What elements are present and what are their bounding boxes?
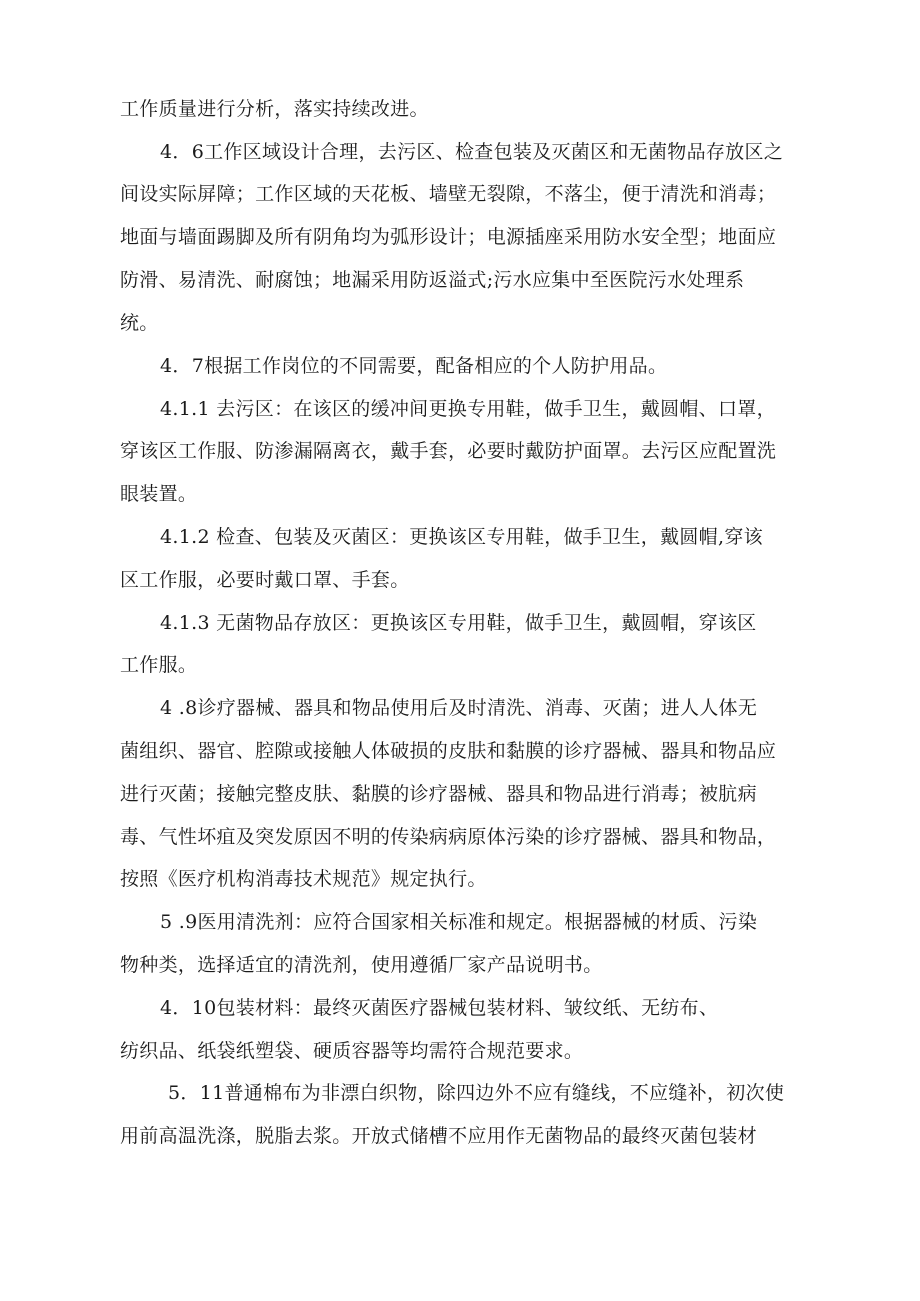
text-line: 4 .8诊疗器械、器具和物品使用后及时清洗、消毒、灭菌；进人人体无	[160, 697, 758, 719]
text-line: 4.1.1 去污区：在该区的缓冲间更换专用鞋，做手卫生，戴圆帽、口罩，	[160, 398, 776, 420]
text-line: 4．10包装材料：最终灭菌医疗器械包装材料、皱纹纸、无纺布、	[160, 997, 719, 1019]
text-line: 4.1.2 检查、包装及灭菌区：更换该区专用鞋，做手卫生，戴圆帽,穿该	[160, 526, 763, 548]
text-line: 穿该区工作服、防渗漏隔离衣，戴手套，必要时戴防护面罩。去污区应配置洗	[120, 440, 777, 462]
text-line: 毒、气性坏疽及突发原因不明的传染病病原体污染的诊疗器械、器具和物品，	[120, 826, 777, 848]
text-line: 纺织品、纸袋纸塑袋、硬质容器等均需符合规范要求。	[120, 1040, 584, 1062]
text-line: 区工作服，必要时戴口罩、手套。	[120, 569, 410, 591]
text-line: 菌组织、器官、腔隙或接触人体破损的皮肤和黏膜的诊疗器械、器具和物品应	[120, 740, 777, 762]
text-line: 工作质量进行分析，落实持续改进。	[120, 98, 429, 120]
text-line: 5．11普通棉布为非漂白织物，除四边外不应有缝线，不应缝补，初次使	[168, 1082, 785, 1104]
text-line: 进行灭菌；接触完整皮肤、黏膜的诊疗器械、器具和物品进行消毒；被肮病	[120, 783, 757, 805]
text-line: 物种类，选择适宜的清洗剂，使用遵循厂家产品说明书。	[120, 954, 603, 976]
text-line: 防滑、易清洗、耐腐蚀；地漏采用防返溢式;污水应集中至医院污水处理系	[120, 269, 745, 291]
text-line: 眼装置。	[120, 483, 198, 505]
text-line: 5 .9医用清洗剂：应符合国家相关标准和规定。根据器械的材质、污染	[160, 911, 758, 933]
text-line: 用前高温洗涤，脱脂去浆。开放式储槽不应用作无菌物品的最终灭菌包装材	[120, 1125, 757, 1147]
text-line: 工作服。	[120, 654, 198, 676]
text-line: 地面与墙面踢脚及所有阴角均为弧形设计；电源插座采用防水安全型；地面应	[120, 226, 777, 248]
text-line: 4．7根据工作岗位的不同需要，配备相应的个人防护用品。	[160, 355, 668, 377]
text-line: 4．6工作区域设计合理，去污区、检查包装及灭菌区和无菌物品存放区之	[160, 141, 784, 163]
text-line: 间设实际屏障；工作区域的天花板、墙壁无裂隙，不落尘，便于清洗和消毒；	[120, 183, 777, 205]
text-line: 按照《医疗机构消毒技术规范》规定执行。	[120, 868, 487, 890]
text-line: 4.1.3 无菌物品存放区：更换该区专用鞋，做手卫生，戴圆帽，穿该区	[160, 612, 757, 634]
text-line: 统。	[120, 312, 159, 334]
